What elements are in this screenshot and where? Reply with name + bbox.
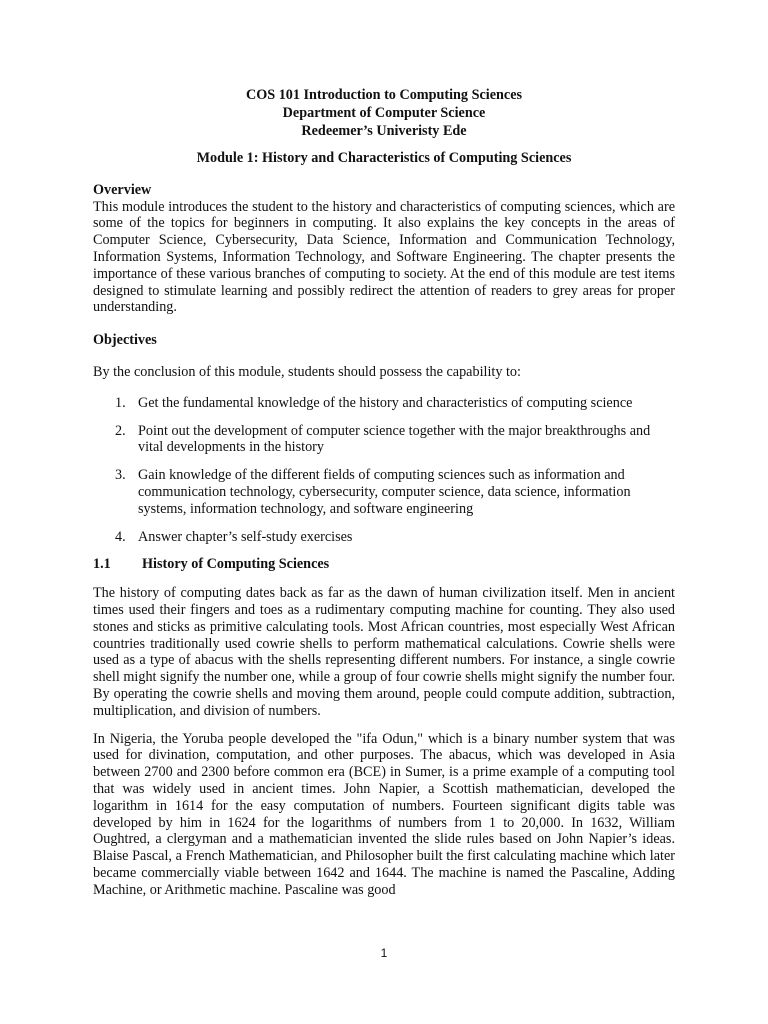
objectives-list bbox=[93, 395, 675, 546]
objectives-intro: By the conclusion of this module, students should possess the capability to: bbox=[93, 363, 521, 380]
section-title: History of Computing Sciences bbox=[142, 556, 330, 573]
course-title: COS 101 Introduction to Computing Sciences bbox=[245, 87, 523, 103]
list-item-number: 2. bbox=[115, 422, 126, 439]
objectives-heading: Objectives bbox=[93, 332, 157, 349]
department-name: Department of Computer Science bbox=[282, 105, 486, 121]
overview-paragraph: This module introduces the student to the history and characteristics of computing sciences, which are some of the topics for beginners in computing. It also explains the key concepts in the areas of Computer Science, Cybersecurity, Data Science, Information and Communication Technology, Information Systems, Information Technology, and Software Engineering. The chapter presents the importance of these various branches of computing to society. At the end of this module are test items designed to stimulate learning and possibly redirect the attention of readers to grey areas for proper understanding. bbox=[93, 198, 675, 316]
page-number: 1 bbox=[380, 946, 388, 960]
page-content bbox=[93, 86, 675, 898]
list-item-text: Answer chapter’s self-study exercises bbox=[138, 528, 353, 545]
section-number: 1.1 bbox=[93, 556, 111, 573]
section-heading bbox=[93, 556, 675, 573]
overview-heading: Overview bbox=[93, 181, 152, 198]
list-item-number: 1. bbox=[115, 394, 126, 411]
document-header bbox=[93, 86, 675, 140]
list-item-text: Point out the development of computer science together with the major breakthroughs and vital developments in the history bbox=[138, 422, 651, 456]
list-item-number: 4. bbox=[115, 528, 126, 545]
list-item bbox=[93, 395, 675, 412]
section-paragraph-1: The history of computing dates back as far as the dawn of human civilization itself. Men in ancient times used their fingers and toes as a rudimentary computing machine for counting. They also used stones and sticks as primitive calculating tools. Most African countries, most especially West African countries traditionally used cowrie shells to perform mathematical calculations. Cowrie shells were used as a type of abacus with the shells representing different numbers. For instance, a single cowrie shell might signify the number one, while a group of four cowrie shells might signify the number four. By operating the cowrie shells and moving them around, people could compute addition, subtraction, multiplication, and division of numbers. bbox=[93, 585, 675, 719]
university-name: Redeemer’s Univeristy Ede bbox=[301, 123, 467, 139]
list-item-number: 3. bbox=[115, 467, 126, 484]
section-paragraph-2: In Nigeria, the Yoruba people developed the "ifa Odun," which is a binary number system that was used for divination, computation, and other purposes. The abacus, which was developed in Asia between 2700 and 2300 before common era (BCE) in Sumer, is a prime example of a computing tool that was widely used in ancient times. John Napier, a Scottish mathematician, developed the logarithm in 1614 for the easy computation of numbers. Fourteen significant digits table was developed by him in 1624 for the logarithms of numbers from 1 to 20,000. In 1632, William Oughtred, a clergyman and a mathematician invented the slide rules based on John Napier’s ideas. Blaise Pascal, a French Mathematician, and Philosopher built the first calculating machine which later became commercially viable between 1642 and 1644. The machine is named the Pascaline, Adding Machine, or Arithmetic machine. Pascaline was good bbox=[93, 730, 675, 898]
list-item-text: Gain knowledge of the different fields of computing sciences such as information and communication technology, cybersecurity, computer science, data science, information systems, information technology, and software engineering bbox=[138, 467, 631, 517]
module-title: Module 1: History and Characteristics of Computing Sciences bbox=[196, 150, 572, 166]
list-item bbox=[93, 529, 675, 546]
list-item bbox=[93, 467, 675, 517]
list-item-text: Get the fundamental knowledge of the history and characteristics of computing science bbox=[138, 394, 633, 411]
list-item bbox=[93, 423, 675, 457]
